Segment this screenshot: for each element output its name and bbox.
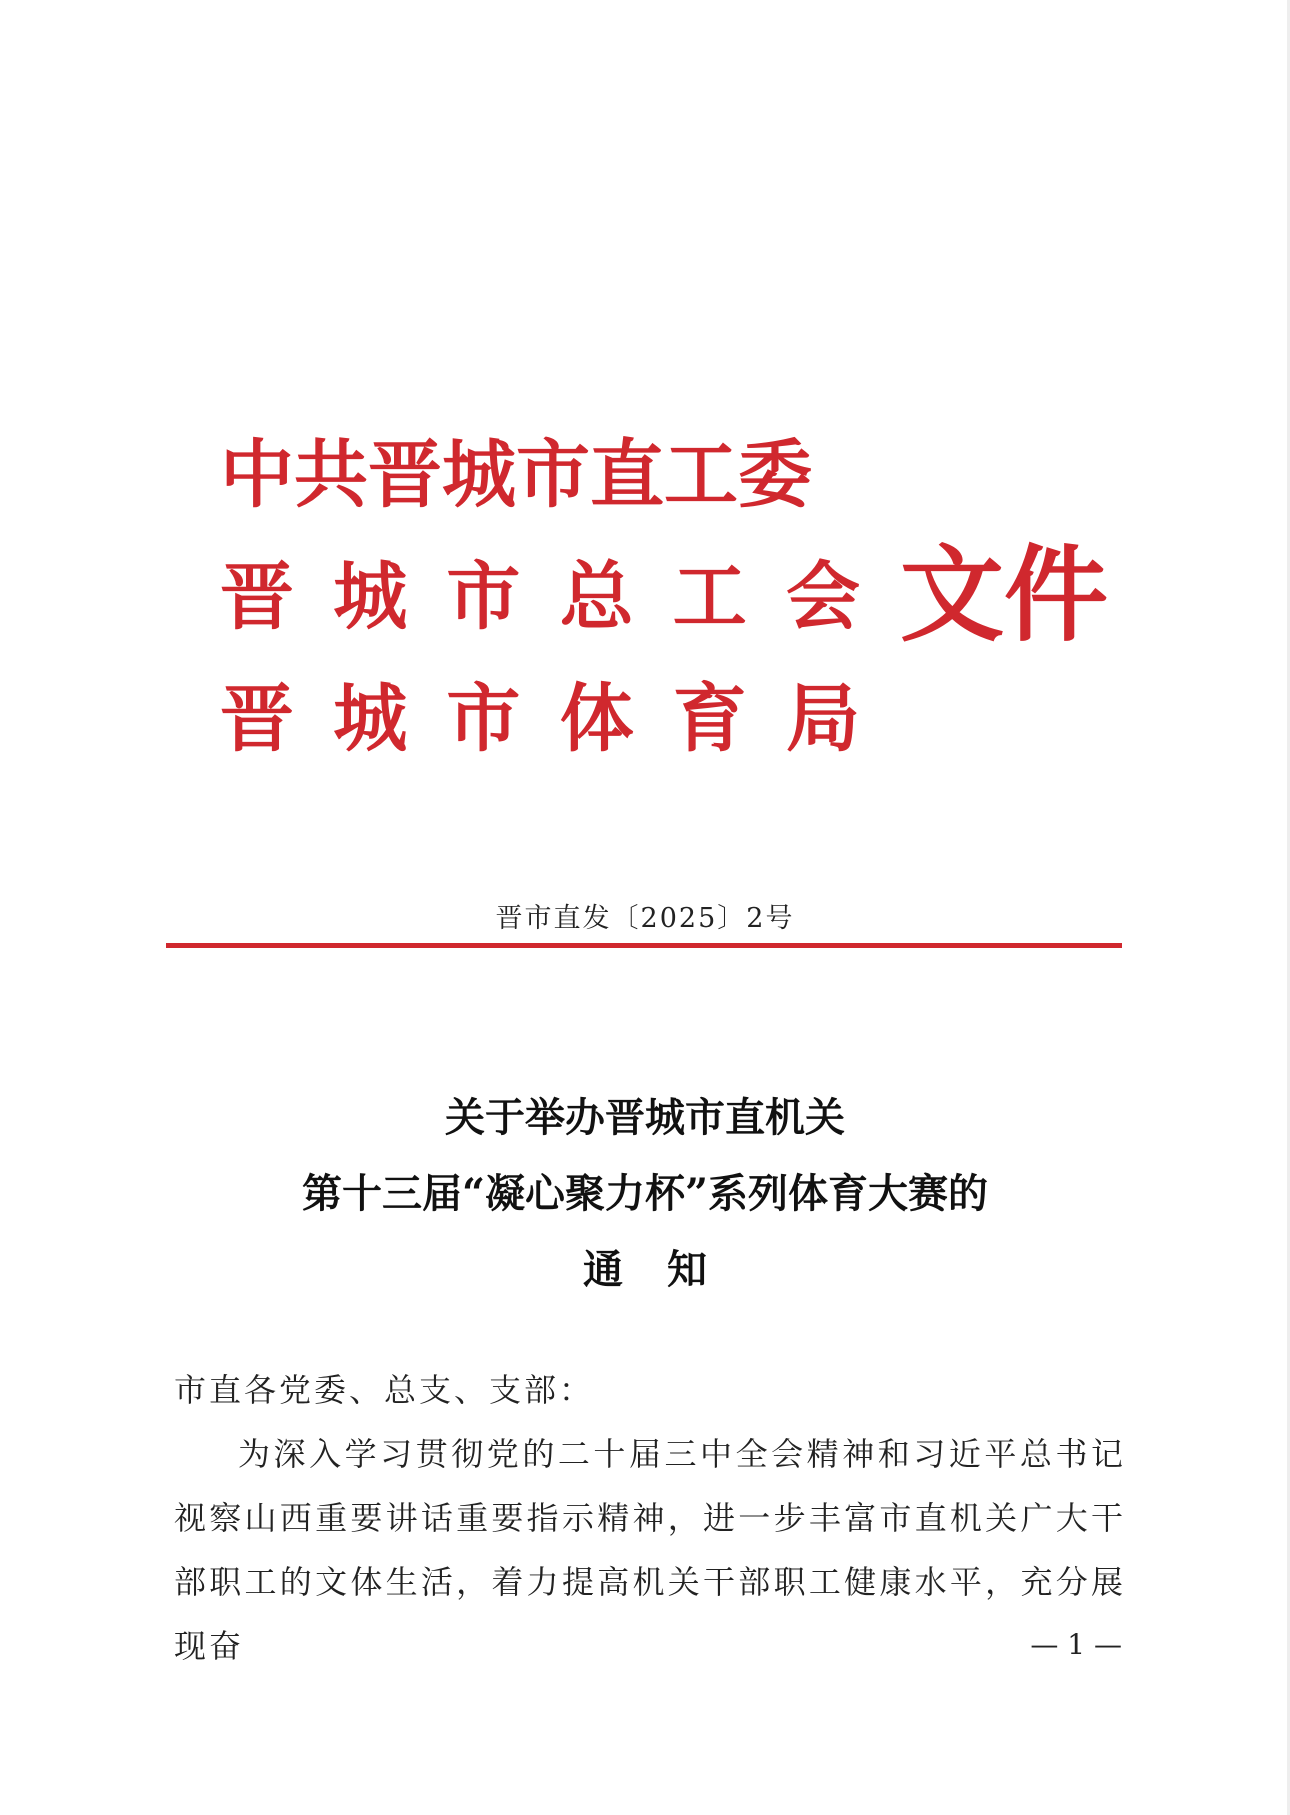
doc-type-label: 文件: [900, 533, 1109, 656]
title-line: 通知: [583, 1246, 751, 1293]
body-paragraph: 为深入学习贯彻党的二十届三中全会精神和习近平总书记视察山西重要讲话重要指示精神，进一步丰富市直机关广大干部职工的文体生活，着力提高机关干部职工健康水平，充分展现奋: [174, 1435, 1126, 1665]
issuer-line: 晋城市总工会: [220, 554, 860, 640]
letterhead: [220, 430, 1120, 770]
title-line: 第十三届“凝心聚力杯”系列体育大赛的: [301, 1170, 988, 1217]
page-number: — 1 —: [1030, 1628, 1122, 1661]
issuer-line: 中共晋城市直工委: [220, 432, 812, 518]
document-number: 晋市直发〔2025〕2号: [495, 903, 795, 934]
title-line: 关于举办晋城市直机关: [445, 1094, 845, 1141]
red-separator-line: [166, 943, 1122, 948]
document-title: [0, 1080, 1290, 1308]
document-body: [174, 1358, 1126, 1678]
salutation: 市直各党委、总支、支部：: [174, 1371, 595, 1409]
issuer-line: 晋城市体育局: [220, 676, 860, 762]
